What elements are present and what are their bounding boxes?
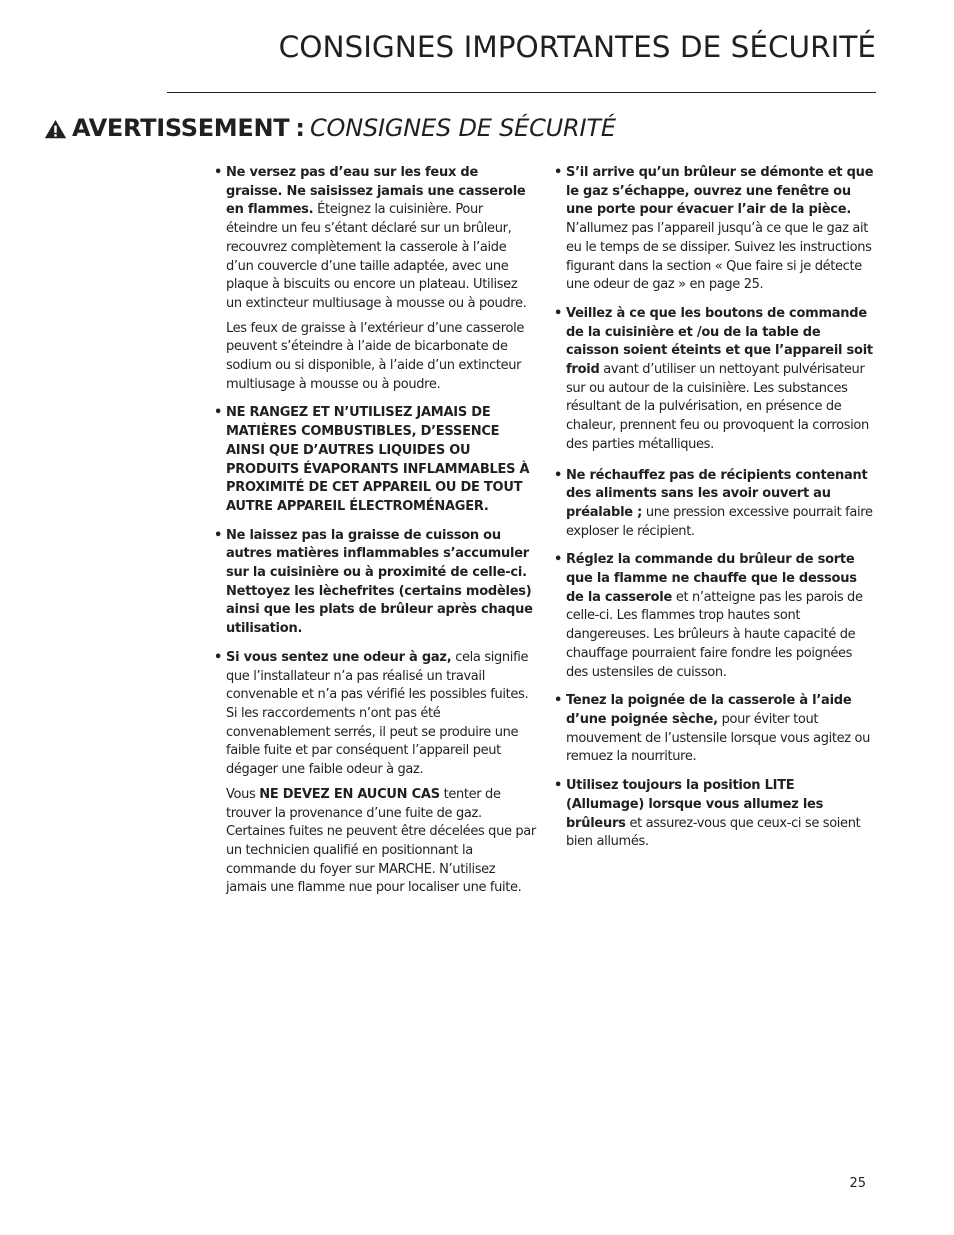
warning-label: AVERTISSEMENT xyxy=(72,114,290,142)
item-bold-text: Réglez la commande du brûleur de sorte que la flamme ne chauffe que le dessous de la casserole xyxy=(566,552,857,605)
bullet: • xyxy=(214,527,223,543)
item-bold-text: Ne réchauffez pas de récipients contenant des aliments sans les avoir ouvert au préalable ; xyxy=(566,467,868,520)
safety-item-grease-fire xyxy=(214,164,536,394)
item-bold-text: Veillez à ce que les boutons de commande de la cuisinière et /ou de la table de caisson soient éteints et que l’appareil soit froid xyxy=(566,305,873,378)
item-paragraph xyxy=(566,551,876,682)
bullet: • xyxy=(554,552,563,568)
bullet: • xyxy=(554,778,563,794)
bullet: • xyxy=(554,305,563,321)
bullet: • xyxy=(214,649,223,665)
right-column xyxy=(554,164,876,862)
item-paragraph xyxy=(226,164,536,314)
warning-subtitle: CONSIGNES DE SÉCURITÉ xyxy=(309,114,616,142)
item-paragraph: Les feux de graisse à l’extérieur d’une casserole peuvent s’éteindre à l’aide de bicarbonate de sodium ou si disponible, à l’aide d’un extincteur multiusage à mousse ou à poudre. xyxy=(226,320,524,392)
page-number: 25 xyxy=(849,1176,866,1191)
safety-item-flammables xyxy=(214,404,536,516)
item-text: une pression excessive pourrait faire exploser le récipient. xyxy=(566,504,873,539)
bullet: • xyxy=(554,165,563,180)
item-bold-text: Utilisez toujours la position LITE (Allumage) lorsque vous allumez les brûleurs xyxy=(566,778,824,831)
item-paragraph xyxy=(566,305,876,455)
item-text: N’allumez pas l’appareil jusqu’à ce que le gaz ait eu le temps de se dissiper. Suivez les instructions figurant dans la section « Que faire si je détecte une odeur de gaz » en page 25. xyxy=(566,221,872,293)
item-bold-text: Ne versez pas d’eau sur les feux de graisse. Ne saisissez jamais une casserole en flammes. xyxy=(226,165,526,218)
item-paragraph xyxy=(226,649,536,780)
item-text: et assurez-vous que ceux-ci se soient bien allumés. xyxy=(566,815,861,850)
warning-heading xyxy=(44,114,616,142)
bullet: • xyxy=(214,165,223,180)
item-bold-text: NE DEVEZ EN AUCUN CAS xyxy=(259,786,440,802)
item-bold-text: Ne laissez pas la graisse de cuisson ou autres matières inflammables s’accumuler sur la cuisinière ou à proximité de celle-ci. Nettoyez les lèchefrites (certains modèles) ainsi que les plats de brûleur après chaque utilisation. xyxy=(226,527,533,637)
item-paragraph xyxy=(566,164,876,295)
bullet: • xyxy=(214,405,223,421)
safety-item-flame-size xyxy=(554,551,876,682)
safety-item-controls-off xyxy=(554,305,876,455)
warning-triangle-icon xyxy=(44,119,67,139)
item-paragraph xyxy=(226,786,536,898)
safety-item-grease-buildup xyxy=(214,527,536,639)
item-bold-text: NE RANGEZ ET N’UTILISEZ JAMAIS DE MATIÈRES COMBUSTIBLES, D’ESSENCE AINSI QUE D’AUTRES LIQUIDES OU PRODUITS ÉVAPORANTS INFLAMMABLES À PROXIMITÉ DE CET APPAREIL OU DE TOUT AUTRE APPAREIL ÉLECTROMÉNAGER. xyxy=(226,405,530,514)
safety-item-burner-detached xyxy=(554,164,876,295)
bullet: • xyxy=(554,467,563,483)
item-bold-text: Si vous sentez une odeur à gaz, xyxy=(226,649,452,665)
item-bold-text: Tenez la poignée de la casserole à l’aide d’une poignée sèche, xyxy=(566,693,852,727)
item-paragraph xyxy=(226,404,536,516)
item-text: Vous xyxy=(226,786,260,802)
left-column xyxy=(214,164,536,908)
item-text: cela signifie que l’installateur n’a pas réalisé un travail convenable et n’a pas vérifié les possibles fuites. Si les raccordements n’ont pas été convenablement serrés, il peut se produire une faible fuite et par conséquent l’appareil peut dégager une faible odeur à gaz. xyxy=(226,649,529,778)
item-text: et n’atteigne pas les parois de celle-ci. Les flammes trop hautes sont dangereuses. Les brûleurs à haute capacité de chauffage pourraient faire fondre les poignées des ustensiles de cuisson. xyxy=(566,589,863,680)
page-title: CONSIGNES IMPORTANTES DE SÉCURITÉ xyxy=(278,30,876,64)
bullet: • xyxy=(554,693,563,709)
title-rule xyxy=(167,92,876,93)
item-text: tenter de trouver la provenance d’une fuite de gaz. Certaines fuites ne peuvent être décelées que par un technicien qualifié en positionnant la commande du foyer sur MARCHE. N’utilisez jamais une flamme nue pour localiser une fuite. xyxy=(226,786,536,896)
item-paragraph xyxy=(566,467,876,542)
safety-item-lite-position xyxy=(554,777,876,852)
safety-item-containers xyxy=(554,467,876,542)
item-paragraph xyxy=(226,527,536,639)
item-text: avant d’utiliser un nettoyant pulvérisateur sur ou autour de la cuisinière. Les substances résultant de la pulvérisation, en présence de chaleur, prennent feu ou provoquent la corrosion des parties métalliques. xyxy=(566,362,869,452)
warning-separator: : xyxy=(295,114,305,142)
item-paragraph xyxy=(566,692,876,767)
safety-item-pan-handle xyxy=(554,692,876,767)
item-text: pour éviter tout mouvement de l’ustensile lorsque vous agitez ou remuez la nourriture. xyxy=(566,711,870,765)
item-text: Éteignez la cuisinière. Pour éteindre un feu s’étant déclaré sur un brûleur, recouvrez complètement la casserole à l’aide d’un couvercle d’une taille adaptée, avec une plaque à biscuits ou encore un plateau. Utilisez un extincteur multiusage à mousse ou à poudre. xyxy=(226,202,527,311)
safety-item-gas-odor xyxy=(214,649,536,898)
item-paragraph xyxy=(566,777,876,852)
item-bold-text: S’il arrive qu’un brûleur se démonte et que le gaz s’échappe, ouvrez une fenêtre ou une porte pour évacuer l’air de la pièce. xyxy=(566,165,874,218)
